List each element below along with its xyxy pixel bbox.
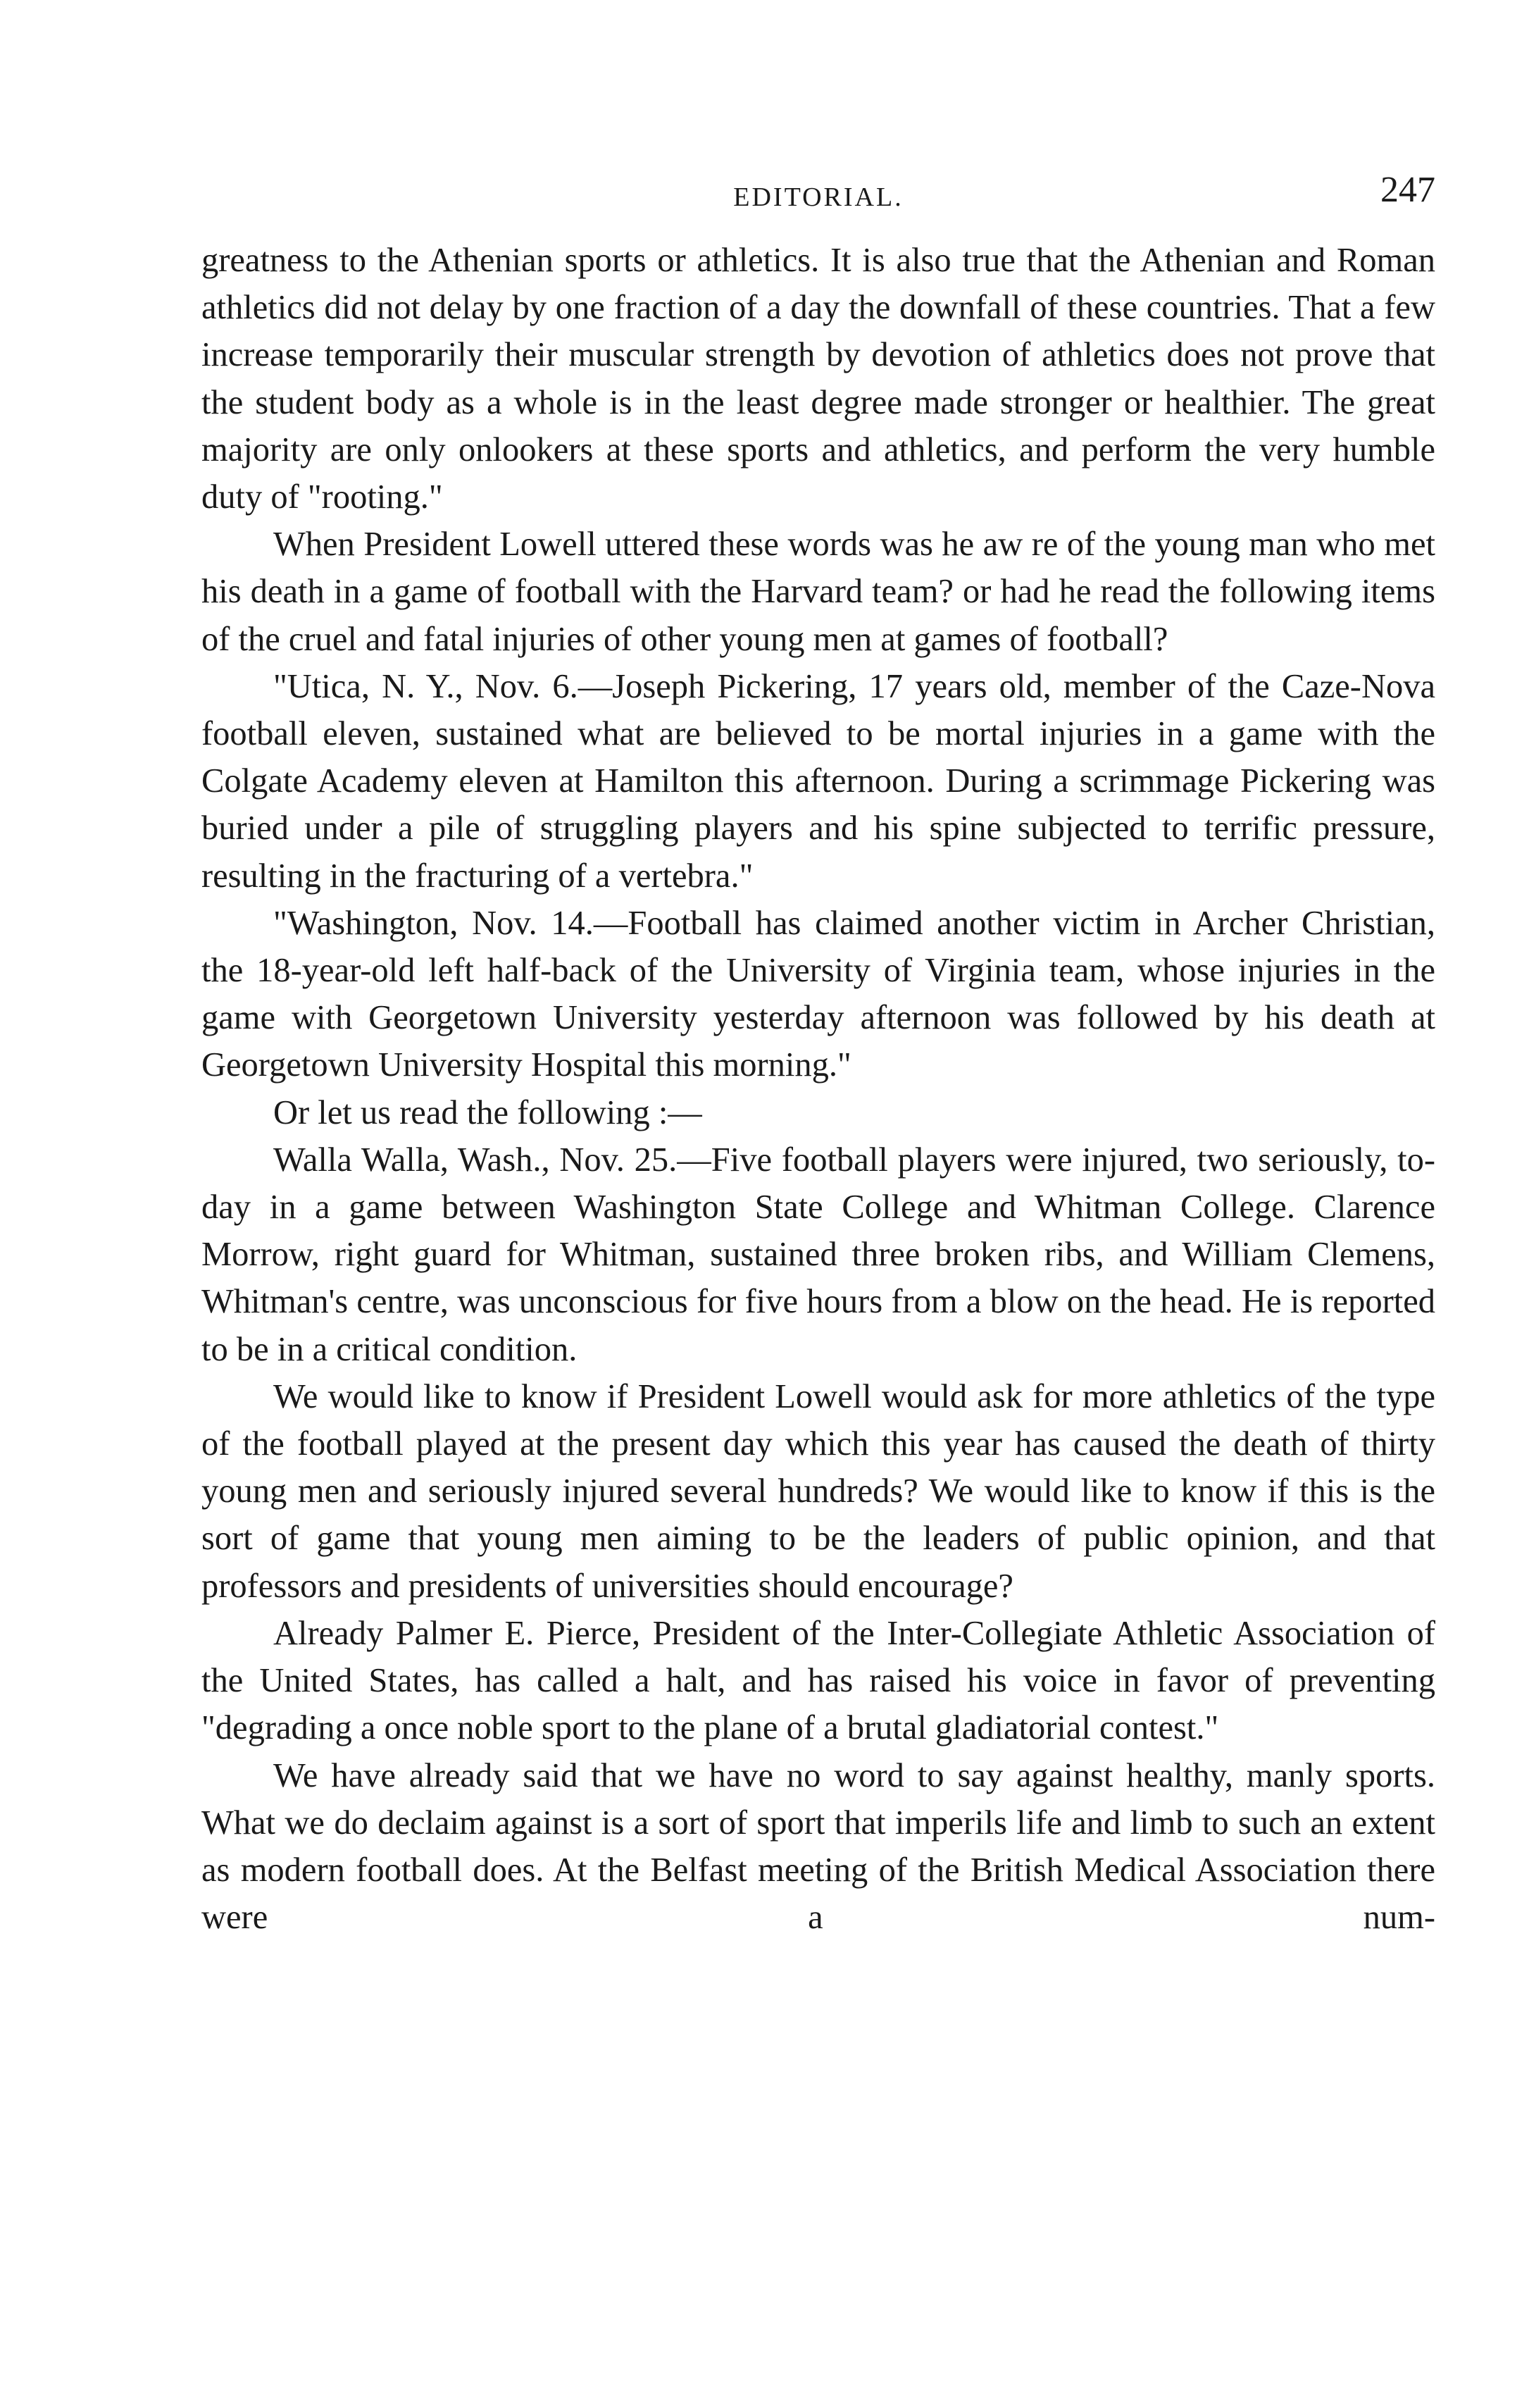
running-head [201, 169, 1435, 237]
paragraph-washington-quote: "Washington, Nov. 14.—Football has claimed another victim in Archer Christian, the 18-year-old left half-back of the University of Virginia team, whose injuries in the game with Georgetown University yesterday afternoon was followed by his death at Georgetown University Hospital this morning." [201, 904, 1435, 1084]
running-title: EDITORIAL. [733, 182, 904, 212]
paragraph-healthy-sports: We have already said that we have no word to say against healthy, manly sports. What we do declaim against is a sort of sport that imperils life and limb to such an extent as modern football does. At the Belfast meeting of the British Medical Association there were a num- [201, 1756, 1435, 1937]
paragraph-more-athletics: We would like to know if President Lowell would ask for more athletics of the type of the football played at the present day which this year has caused the death of thirty young men and seriously injured several hundreds? We would like to know if this is the sort of game that young men aiming to be the leaders of public opinion, and that professors and presidents of universities should encourage? [201, 1377, 1435, 1605]
paragraph-continued: greatness to the Athenian sports or athletics. It is also true that the Athenian and Roman athletics did not delay by one fraction of a day the downfall of these countries. That a few increase temporarily their muscular strength by devotion of athletics does not prove that the student body as a whole is in the least degree made stronger or healthier. The great majority are only onlookers at these sports and athletics, and perform the very humble duty of "rooting." [201, 242, 1435, 516]
editorial-body [201, 237, 1435, 1941]
paragraph-walla-walla: Walla Walla, Wash., Nov. 25.—Five football players were injured, two seriously, to-day in a game between Washington State College and Whitman College. Clarence Morrow, right guard for Whitman, sustained three broken ribs, and William Clemens, Whitman's centre, was unconscious for five hours from a blow on the head. He is reported to be in a critical condition. [201, 1141, 1435, 1368]
paragraph-utica-quote: "Utica, N. Y., Nov. 6.—Joseph Pickering, 17 years old, member of the Caze-Nova football eleven, sustained what are believed to be mortal injuries in a game with the Colgate Academy eleven at Hamilton this afternoon. During a scrimmage Pickering was buried under a pile of struggling players and his spine subjected to terrific pressure, resulting in the fracturing of a vertebra." [201, 667, 1435, 895]
paragraph-read-following: Or let us read the following :— [273, 1093, 702, 1131]
paragraph-palmer-pierce: Already Palmer E. Pierce, President of the Inter-Collegiate Athletic Association of the United States, has called a halt, and has raised his voice in favor of preventing "degrading a once noble sport to the plane of a brutal gladiatorial contest." [201, 1614, 1435, 1747]
page-number: 247 [1380, 170, 1435, 210]
paragraph-lowell-question: When President Lowell uttered these words was he aw re of the young man who met his death in a game of football with the Harvard team? or had he read the following items of the cruel and fatal injuries of other young men at games of football? [201, 526, 1435, 658]
book-page [201, 169, 1435, 1941]
